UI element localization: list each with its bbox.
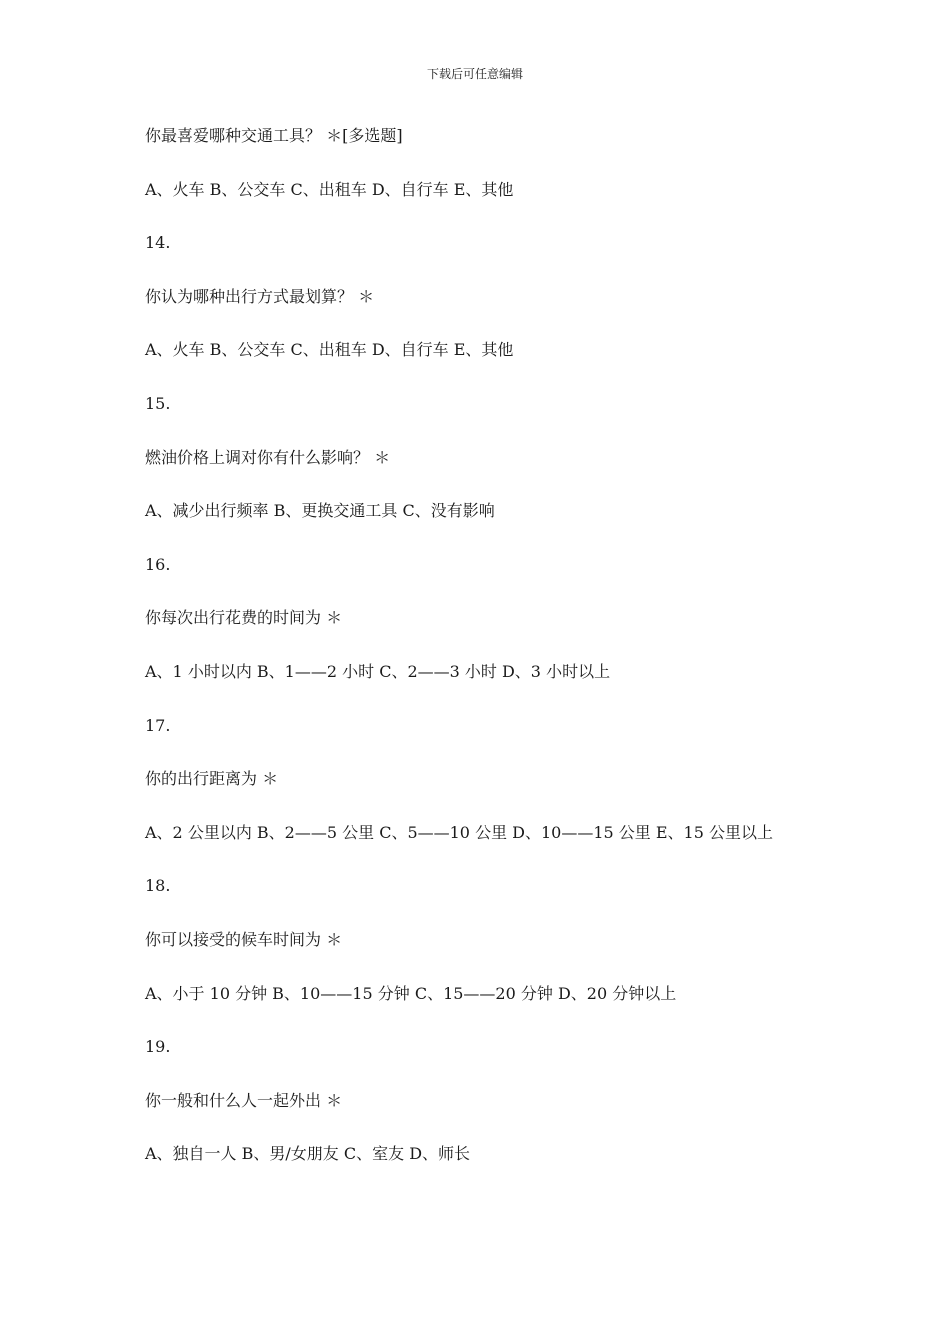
- question-14-text: 你认为哪种出行方式最划算？ ＊: [145, 286, 375, 306]
- question-16-text: 你每次出行花费的时间为 ＊: [145, 608, 343, 628]
- question-18-options: A、小于 10 分钟 B、10——15 分钟 C、15——20 分钟 D、20 分钟以上: [145, 983, 677, 1003]
- question-15-number: 15.: [145, 393, 171, 413]
- question-13-options: A、火车 B、公交车 C、出租车 D、自行车 E、其他: [145, 179, 514, 199]
- questionnaire-body: [145, 125, 905, 1197]
- question-16-options: A、1 小时以内 B、1——2 小时 C、2——3 小时 D、3 小时以上: [145, 661, 611, 681]
- question-14-number: 14.: [145, 233, 171, 253]
- question-17-options: A、2 公里以内 B、2——5 公里 C、5——10 公里 D、10——15 公里 E、15 公里以上: [145, 822, 773, 842]
- page-header: 下载后可任意编辑: [426, 67, 523, 81]
- question-18-text: 你可以接受的候车时间为 ＊: [145, 929, 343, 949]
- question-19-text: 你一般和什么人一起外出 ＊: [145, 1090, 343, 1110]
- question-17-text: 你的出行距离为 ＊: [145, 769, 279, 789]
- question-17-number: 17.: [145, 715, 171, 735]
- question-15-text: 燃油价格上调对你有什么影响？ ＊: [145, 447, 391, 467]
- question-14-options: A、火车 B、公交车 C、出租车 D、自行车 E、其他: [145, 340, 514, 360]
- question-15-options: A、减少出行频率 B、更换交通工具 C、没有影响: [145, 501, 495, 521]
- question-18-number: 18.: [145, 876, 171, 896]
- question-13-text: 你最喜爱哪种交通工具？ ＊[多选题]: [145, 126, 403, 145]
- question-19-options: A、独自一人 B、男/女朋友 C、室友 D、师长: [145, 1144, 471, 1164]
- question-16-number: 16.: [145, 554, 171, 574]
- question-19-number: 19.: [145, 1037, 171, 1057]
